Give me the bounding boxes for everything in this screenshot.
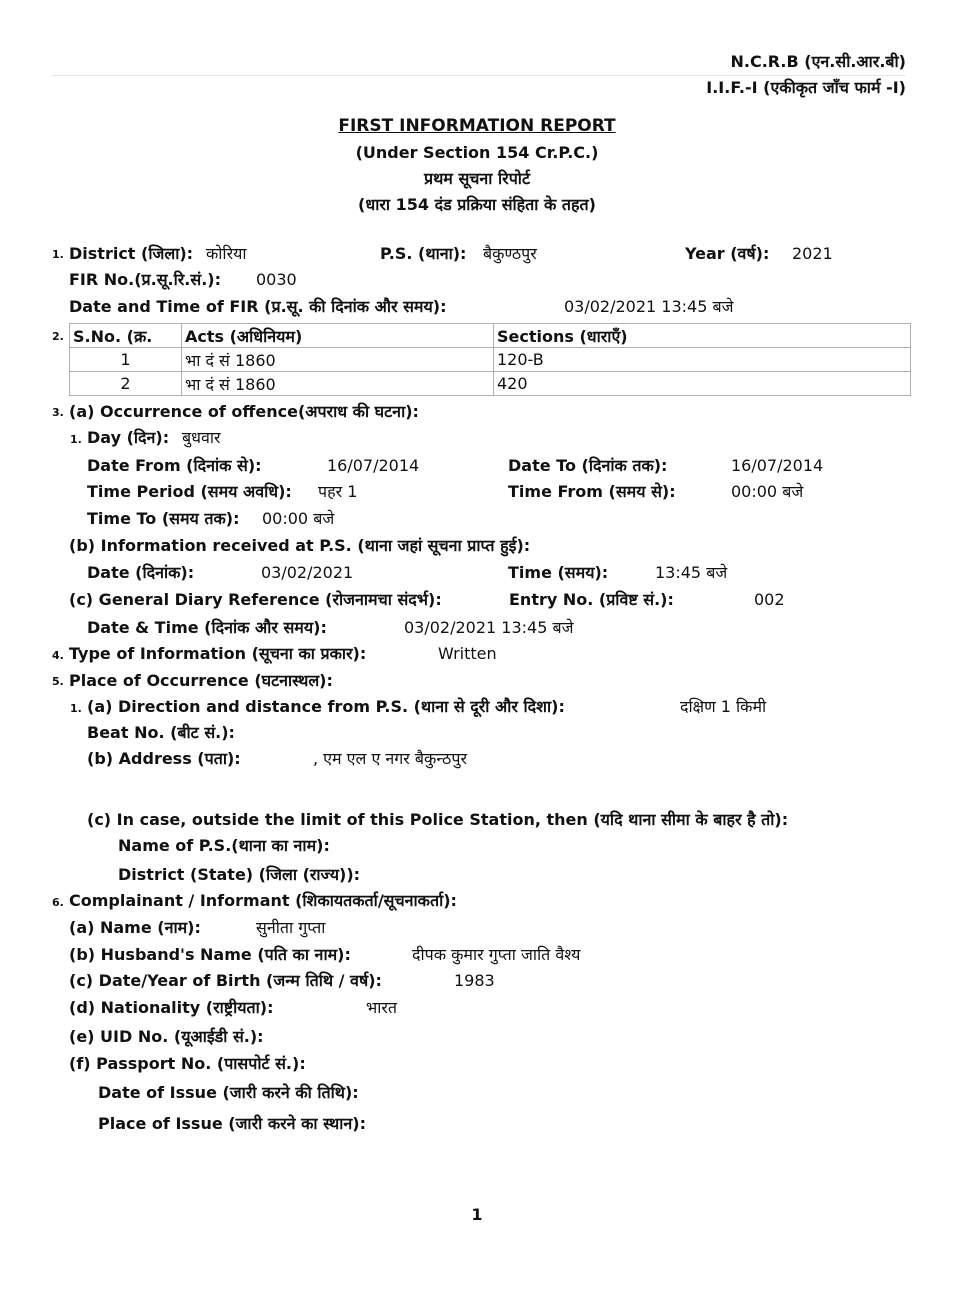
- fir-number-value: 0030: [256, 270, 297, 289]
- acts-table-header: [70, 324, 911, 348]
- birth-year-value: 1983: [454, 971, 495, 990]
- direction-distance-label: (a) Direction and distance from P.S. (थाना से दूरी और दिशा):: [87, 697, 565, 716]
- outside-ps-name-label: Name of P.S.(थाना का नाम):: [118, 836, 330, 855]
- issue-date-label: Date of Issue (जारी करने की तिथि):: [98, 1083, 359, 1102]
- iif-header: I.I.F.-I (एकीकृत जाँच फार्म -I): [706, 78, 906, 97]
- occurrence-label: (a) Occurrence of offence(अपराध की घटना):: [69, 402, 419, 421]
- act-cell: भा दं सं 1860: [182, 372, 494, 396]
- occurrence-sub-number: 1.: [70, 433, 82, 446]
- outside-district-label: District (State) (जिला (राज्य)):: [118, 865, 361, 884]
- time-period-value: पहर 1: [318, 482, 358, 501]
- report-subtitle-hindi: (धारा 154 दंड प्रक्रिया संहिता के तहत): [358, 195, 596, 214]
- ps-label: P.S. (थाना):: [380, 244, 467, 263]
- section-5-number: 5.: [52, 675, 64, 688]
- husband-name-label: (b) Husband's Name (पति का नाम):: [69, 945, 351, 964]
- day-value: बुधवार: [182, 428, 221, 447]
- acts-table: [69, 323, 911, 396]
- time-from-value: 00:00 बजे: [731, 482, 804, 501]
- time-to-value: 00:00 बजे: [262, 509, 335, 528]
- uid-label: (e) UID No. (यूआईडी सं.):: [69, 1027, 264, 1046]
- table-row: [70, 348, 911, 372]
- fir-datetime-label: Date and Time of FIR (प्र.सू. की दिनांक और समय):: [69, 297, 447, 316]
- section-4-number: 4.: [52, 649, 64, 662]
- ncrb-header: N.C.R.B (एन.सी.आर.बी): [730, 52, 906, 71]
- sno-cell: 1: [70, 348, 182, 372]
- info-type-label: Type of Information (सूचना का प्रकार):: [69, 644, 367, 663]
- report-title-hindi: प्रथम सूचना रिपोर्ट: [423, 169, 531, 188]
- info-received-label: (b) Information received at P.S. (थाना जहां सूचना प्राप्त हुई):: [69, 536, 531, 555]
- issue-place-label: Place of Issue (जारी करने का स्थान):: [98, 1114, 366, 1133]
- place-sub-number: 1.: [70, 702, 82, 715]
- time-period-label: Time Period (समय अवधि):: [87, 482, 292, 501]
- address-label: (b) Address (पता):: [87, 749, 241, 768]
- place-of-occurrence-label: Place of Occurrence (घटनास्थल):: [69, 671, 333, 690]
- section-1-number: 1.: [52, 248, 64, 261]
- date-to-value: 16/07/2014: [731, 456, 824, 475]
- birth-year-label: (c) Date/Year of Birth (जन्म तिथि / वर्ष):: [69, 971, 382, 990]
- time-from-label: Time From (समय से):: [508, 482, 676, 501]
- act-cell: भा दं सं 1860: [182, 348, 494, 372]
- district-value: कोरिया: [206, 244, 247, 263]
- day-label: Day (दिन):: [87, 428, 170, 447]
- info-date-value: 03/02/2021: [261, 563, 354, 582]
- info-type-value: Written: [438, 644, 497, 663]
- sections-header: Sections (धाराएँ): [494, 324, 911, 348]
- section-cell: 420: [494, 372, 911, 396]
- fir-number-label: FIR No.(प्र.सू.रि.सं.):: [69, 270, 221, 289]
- page-number: 1: [471, 1205, 483, 1224]
- section-cell: 120-B: [494, 348, 911, 372]
- complainant-name-label: (a) Name (नाम):: [69, 918, 201, 937]
- date-to-label: Date To (दिनांक तक):: [508, 456, 668, 475]
- address-value: , एम एल ए नगर बैकुन्ठपुर: [313, 749, 467, 768]
- date-from-label: Date From (दिनांक से):: [87, 456, 262, 475]
- report-title: FIRST INFORMATION REPORT: [338, 116, 616, 136]
- complainant-label: Complainant / Informant (शिकायतकर्ता/सूचनाकर्ता):: [69, 891, 457, 910]
- sno-cell: 2: [70, 372, 182, 396]
- section-6-number: 6.: [52, 896, 64, 909]
- general-diary-label: (c) General Diary Reference (रोजनामचा संदर्भ):: [69, 590, 442, 609]
- husband-name-value: दीपक कुमार गुप्ता जाति वैश्य: [412, 945, 581, 964]
- time-to-label: Time To (समय तक):: [87, 509, 240, 528]
- info-time-label: Time (समय):: [508, 563, 609, 582]
- table-row: [70, 372, 911, 396]
- date-from-value: 16/07/2014: [327, 456, 420, 475]
- complainant-name-value: सुनीता गुप्ता: [256, 918, 326, 937]
- district-label: District (जिला):: [69, 244, 194, 263]
- entry-number-value: 002: [754, 590, 785, 609]
- nationality-label: (d) Nationality (राष्ट्रीयता):: [69, 998, 274, 1017]
- ps-value: बैकुण्ठपुर: [483, 244, 537, 263]
- report-subtitle: (Under Section 154 Cr.P.C.): [355, 143, 599, 162]
- section-3-number: 3.: [52, 406, 64, 419]
- passport-label: (f) Passport No. (पासपोर्ट सं.):: [69, 1054, 306, 1073]
- entry-number-label: Entry No. (प्रविष्ट सं.):: [509, 590, 674, 609]
- year-label: Year (वर्ष):: [685, 244, 770, 263]
- section-2-number: 2.: [52, 330, 64, 343]
- beat-number-label: Beat No. (बीट सं.):: [87, 723, 235, 742]
- nationality-value: भारत: [366, 998, 398, 1017]
- diary-datetime-label: Date & Time (दिनांक और समय):: [87, 618, 327, 637]
- info-date-label: Date (दिनांक):: [87, 563, 195, 582]
- acts-header: Acts (अधिनियम): [182, 324, 494, 348]
- sno-header: S.No. (क्र.: [70, 324, 182, 348]
- info-time-value: 13:45 बजे: [655, 563, 728, 582]
- fir-datetime-value: 03/02/2021 13:45 बजे: [564, 297, 734, 316]
- header-divider: [52, 75, 906, 76]
- outside-limit-label: (c) In case, outside the limit of this Police Station, then (यदि थाना सीमा के बाहर है तो):: [87, 810, 789, 829]
- diary-datetime-value: 03/02/2021 13:45 बजे: [404, 618, 574, 637]
- direction-distance-value: दक्षिण 1 किमी: [680, 697, 767, 716]
- year-value: 2021: [792, 244, 833, 263]
